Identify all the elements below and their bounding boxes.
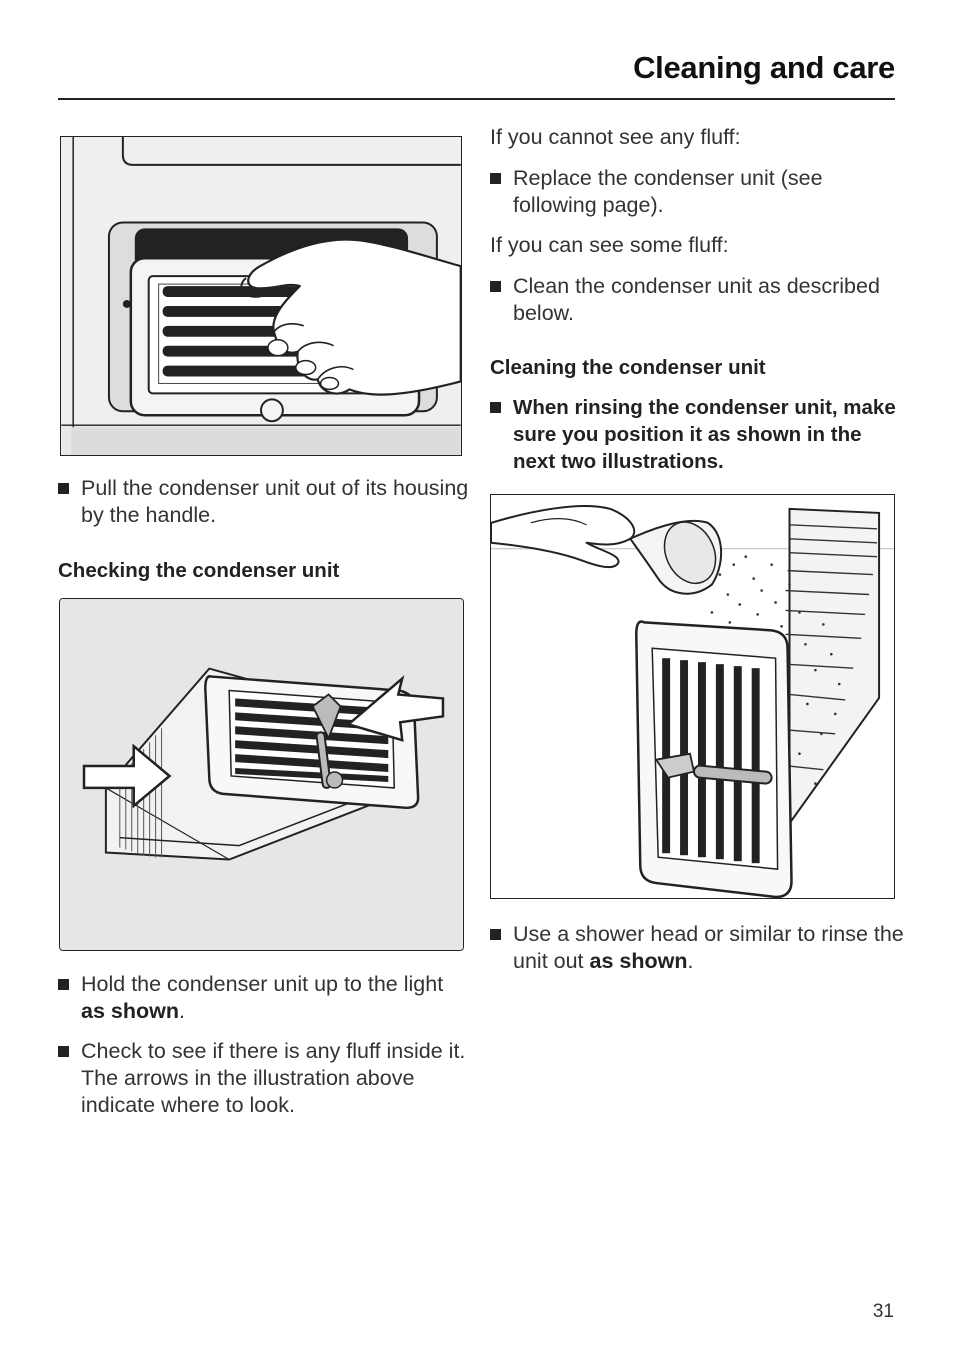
figure-pull-condenser xyxy=(60,136,462,456)
bullet-square-icon xyxy=(58,483,69,494)
bullet-square-icon xyxy=(490,402,501,413)
text-some-fluff: If you can see some fluff: xyxy=(490,233,729,257)
bullet-pull: Pull the condenser unit out of its housing by the handle. xyxy=(58,475,471,529)
bullet-square-icon xyxy=(490,281,501,292)
bullet-square-icon xyxy=(58,979,69,990)
bullet-check: Check to see if there is any fluff inside it. The arrows in the illustration above indicate where to look. xyxy=(58,1038,471,1119)
page-title: Cleaning and care xyxy=(633,50,895,85)
bullet-square-icon xyxy=(490,173,501,184)
rinse-condenser-illustration xyxy=(491,495,894,898)
heading-checking: Checking the condenser unit xyxy=(58,559,340,582)
bullet-replace: Replace the condenser unit (see following page). xyxy=(490,165,903,219)
figure-check-condenser xyxy=(59,598,464,951)
bullet-rinse-warning: When rinsing the condenser unit, make sure you position it as shown in the next two illustrations. xyxy=(490,394,908,475)
bullet-square-icon xyxy=(490,929,501,940)
text-no-fluff: If you cannot see any fluff: xyxy=(490,125,741,149)
bullet-clean: Clean the condenser unit as described below. xyxy=(490,273,903,327)
bullet-hold: Hold the condenser unit up to the light as shown. xyxy=(58,971,471,1025)
check-condenser-illustration xyxy=(60,599,463,950)
title-rule xyxy=(58,98,895,100)
bullet-square-icon xyxy=(58,1046,69,1057)
bullet-shower: Use a shower head or similar to rinse the unit out as shown. xyxy=(490,921,913,975)
page-number: 31 xyxy=(872,1301,894,1322)
figure-rinse-condenser xyxy=(490,494,895,899)
pull-condenser-illustration xyxy=(61,137,461,455)
heading-cleaning: Cleaning the condenser unit xyxy=(490,356,766,379)
